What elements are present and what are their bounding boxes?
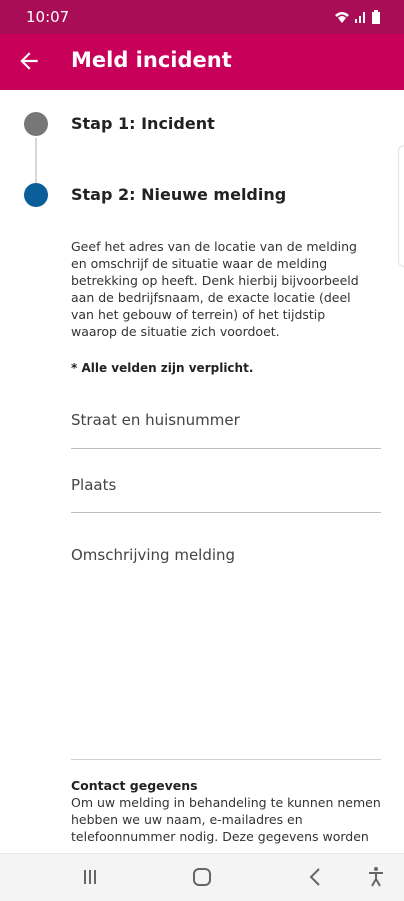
step-1[interactable] [0,110,404,140]
recent-apps-icon[interactable] [78,865,102,889]
street-field-label: Straat en huisnummer [71,411,240,429]
step-indicator-1 [24,112,48,136]
arrow-left-icon[interactable] [16,48,42,74]
page-title: Meld incident [71,48,232,72]
battery-icon [372,10,380,24]
city-field[interactable] [71,476,381,516]
contact-text: Om uw melding in behandeling te kunnen nemen hebben we uw naam, e-mailadres en telefoonnummer nodig. Deze gegevens worden [71,795,381,844]
wifi-icon [334,10,350,24]
street-field-underline [71,448,381,449]
description-field[interactable] [71,546,381,746]
city-field-underline [71,512,381,513]
step-connector [35,138,37,184]
instructions-text: Geef het adres van de locatie van de melding en omschrijf de situatie waar de melding betrekking op heeft. Denk hierbij bijvoorbeeld aan de bedrijfsnaam, de exacte locatie (deel van het gebouw of terrein) of het tijdstip waarop de situatie zich voordoet. [71,239,359,339]
accessibility-icon[interactable] [364,865,388,889]
description-field-label: Omschrijving melding [71,546,236,564]
required-note: * Alle velden zijn verplicht. [71,361,254,375]
status-bar [0,0,404,34]
status-time: 10:07 [26,8,70,26]
contact-section [71,777,383,845]
status-icons [334,10,380,24]
step-label-2: Stap 2: Nieuwe melding [71,185,287,204]
step-indicator-2 [24,183,48,207]
system-nav-bar [0,853,404,901]
step-2 [0,181,404,211]
city-field-label: Plaats [71,476,117,494]
signal-icon [354,10,368,24]
contact-heading: Contact gegevens [71,778,198,793]
description-field-underline [71,759,381,760]
scroll-indicator [398,145,404,267]
street-field[interactable] [71,411,381,451]
app-bar [0,34,404,90]
back-icon[interactable] [304,865,328,889]
home-icon[interactable] [190,865,214,889]
step-label-1: Stap 1: Incident [71,114,215,133]
